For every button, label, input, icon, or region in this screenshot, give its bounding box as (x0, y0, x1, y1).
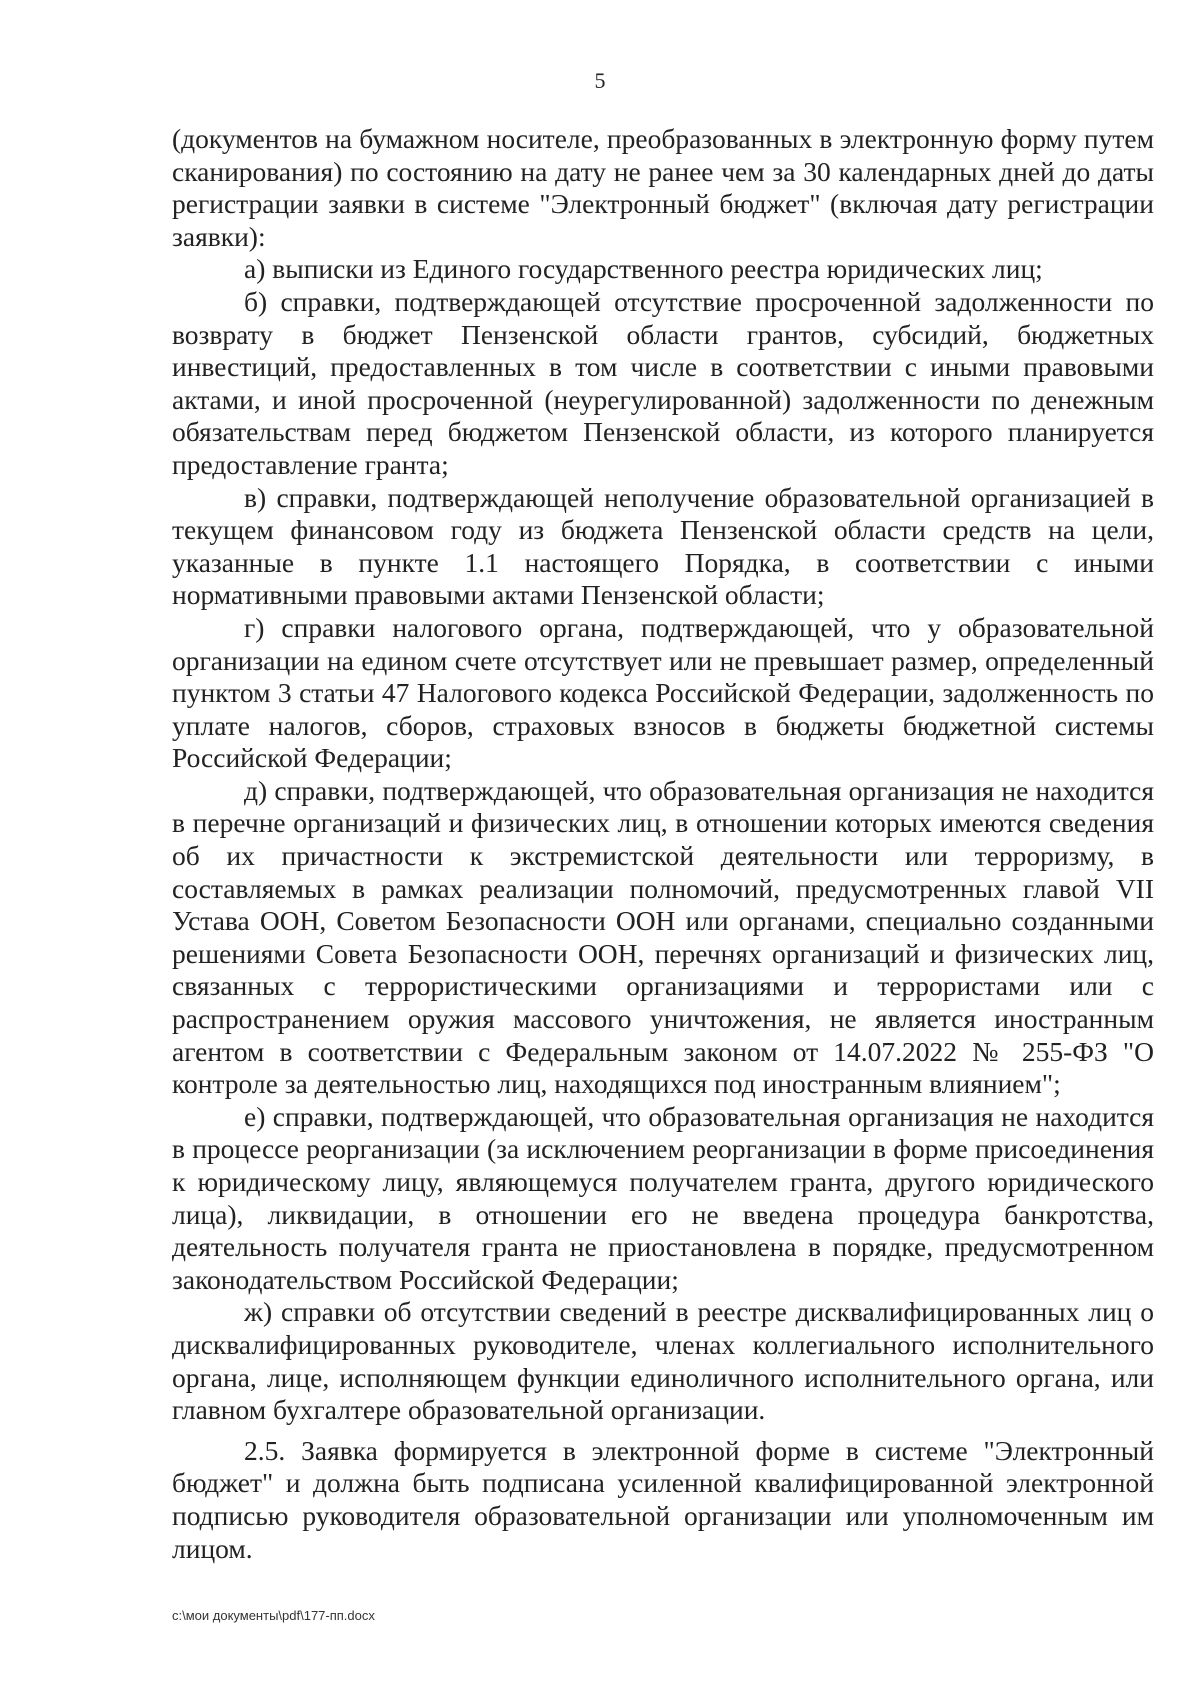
footer-file-path: c:\мои документы\pdf\177-пп.docx (172, 1608, 375, 1623)
page-number: 5 (594, 68, 606, 93)
paragraph-item-a: а) выписки из Единого государственного реестра юридических лиц; (244, 253, 1043, 285)
paragraph-continuation: (документов на бумажном носителе, преобразованных в электронную форму путем сканирования) по состоянию на дату не ранее чем за 30 календарных дней до даты регистрации заявки в системе "Электронный бюджет" (включая дату регистрации заявки): (172, 123, 1154, 252)
paragraph-item-v: в) справки, подтверждающей неполучение образовательной организацией в текущем финансовом году из бюджета Пензенской области средств на цели, указанные в пункте 1.1 настоящего Порядка, в соответствии с иными нормативными правовыми актами Пензенской области; (172, 481, 1154, 611)
document-body (172, 123, 1154, 1565)
paragraph-clause-2-5: 2.5. Заявка формируется в электронной форме в системе "Электронный бюджет" и должна быть подписана усиленной квалифицированной электронной подписью руководителя образовательной организации или уполномоченным им лицом. (172, 1434, 1154, 1564)
paragraph-item-b: б) справки, подтверждающей отсутствие просроченной задолженности по возврату в бюджет Пензенской области грантов, субсидий, бюджетных инвестиций, предоставленных в том числе в соответствии с иными правовыми актами, и иной просроченной (неурегулированной) задолженности по денежным обязательствам перед бюджетом Пензенской области, из которого планируется предоставление гранта; (172, 285, 1154, 480)
paragraph-item-zh: ж) справки об отсутствии сведений в реестре дисквалифицированных лиц о дисквалифицированных руководителе, членах коллегиального исполнительного органа, лице, исполняющем функции единоличного исполнительного органа, или главном бухгалтере образовательной организации. (172, 1296, 1154, 1426)
paragraph-item-g: г) справки налогового органа, подтверждающей, что у образовательной организации на едином счете отсутствует или не превышает размер, определенный пунктом 3 статьи 47 Налогового кодекса Российской Федерации, задолженность по уплате налогов, сборов, страховых взносов в бюджеты бюджетной системы Российской Федерации; (172, 611, 1154, 774)
paragraph-item-d: д) справки, подтверждающей, что образовательная организация не находится в перечне организаций и физических лиц, в отношении которых имеются сведения об их причастности к экстремистской деятельности или терроризму, в составляемых в рамках реализации полномочий, предусмотренных главой VII Устава ООН, Советом Безопасности ООН или органами, специально созданными решениями Совета Безопасности ООН, перечнях организаций и физических лиц, связанных с террористическими организациями и террористами или с распространением оружия массового уничтожения, не является иностранным агентом в соответствии с Федеральным законом от 14.07.2022 № 255-ФЗ "О контроле за деятельностью лиц, находящихся под иностранным влиянием"; (172, 774, 1154, 1100)
paragraph-item-e: е) справки, подтверждающей, что образовательная организация не находится в процессе реорганизации (за исключением реорганизации в форме присоединения к юридическому лицу, являющемуся получателем гранта, другого юридического лица), ликвидации, в отношении его не введена процедура банкротства, деятельность получателя гранта не приостановлена в порядке, предусмотренном законодательством Российской Федерации; (172, 1100, 1154, 1295)
